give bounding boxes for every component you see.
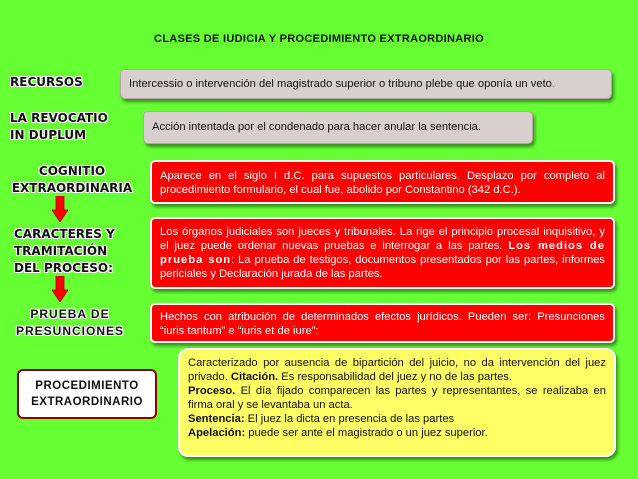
- label-revocatio-line1: LA REVOCATIO: [10, 111, 108, 125]
- label-revocatio: [10, 110, 108, 144]
- label-procedimiento-line1: PROCEDIMIENTO: [35, 380, 139, 392]
- arrow-down-icon: [52, 196, 68, 222]
- label-caracteres-line3: DEL PROCESO:: [14, 261, 113, 275]
- label-cognitio-line1: COGNITIO: [38, 164, 106, 178]
- text-proceso: El día fijado comparecen las partes y representantes, se realizaba en firma oral y se levantaba un acta.: [188, 385, 606, 411]
- text-citacion-label: Citación.: [230, 371, 279, 383]
- label-prueba-line1: PRUEBA DE: [30, 307, 110, 321]
- label-caracteres: [14, 226, 115, 277]
- label-revocatio-line2: IN DUPLUM: [10, 128, 87, 142]
- text-revocatio: Acción intentada por el condenado para hacer anular la sentencia.: [152, 121, 482, 133]
- text-recursos: Intercessio o intervención del magistrado superior o tribuno plebe que oponía un veto.: [129, 78, 556, 90]
- text-cognitio: Aparece en el siglo I d.C. para supuestos particulares. Desplazo por completo al procedimiento formulario, el cual fue, abolido por Constantino (342 d.C.).: [160, 170, 605, 196]
- label-caracteres-line1: CARACTERES Y: [14, 227, 115, 241]
- label-caracteres-line2: TRAMITACIÓN: [14, 244, 108, 258]
- text-proceso-label: Proceso.: [188, 385, 236, 397]
- text-sentencia: El juez la dicta en presencia de las partes: [244, 413, 455, 425]
- page-title: CLASES DE IUDICIA Y PROCEDIMIENTO EXTRAORDINARIO: [154, 33, 484, 45]
- label-prueba: [0, 306, 140, 340]
- label-procedimiento-line2: EXTRAORDINARIO: [31, 396, 143, 408]
- text-sentencia-label: Sentencia:: [188, 413, 245, 425]
- text-apelacion-label: Apelación:: [188, 427, 246, 439]
- text-procedimiento-1: Caracterizado por ausencia de bipartición del juicio, no da intervención del juez privado.: [188, 357, 606, 383]
- box-cognitio: [150, 160, 615, 204]
- box-revocatio: [143, 111, 533, 144]
- text-prueba: Hechos con atribución de determinados efectos jurídicos. Pueden ser: Presunciones “iuris tantum” e “iuris et de iure”:: [160, 311, 605, 337]
- text-citacion: Es responsabilidad del juez y no de las partes.: [278, 371, 513, 383]
- label-recursos: RECURSOS: [10, 75, 83, 89]
- box-recursos: [120, 69, 612, 99]
- text-caracteres-1: Los órganos judiciales son jueces y tribunales. La rige el principio procesal inquisitivo, y el juez puede ordenar nuevas pruebas e interrogar a las partes.: [160, 226, 605, 252]
- box-prueba: [150, 303, 615, 343]
- text-caracteres-2: : La prueba de testigos, documentos presentados por las partes, informes periciales y Declaración jurada de las partes.: [160, 254, 606, 280]
- text-caracteres-medios-label: Los medios de prueba son: [160, 240, 605, 266]
- label-cognitio: [0, 163, 144, 197]
- arrow-down-icon: [52, 276, 68, 302]
- text-apelacion: puede ser ante el magistrado o un juez superior.: [245, 427, 488, 439]
- box-procedimiento: [178, 348, 616, 457]
- box-procedimiento-label: [17, 369, 157, 419]
- label-prueba-line2: PRESUNCIONES: [15, 324, 125, 338]
- box-caracteres: [150, 217, 615, 289]
- label-cognitio-line2: EXTRAORDINARIA: [11, 181, 133, 195]
